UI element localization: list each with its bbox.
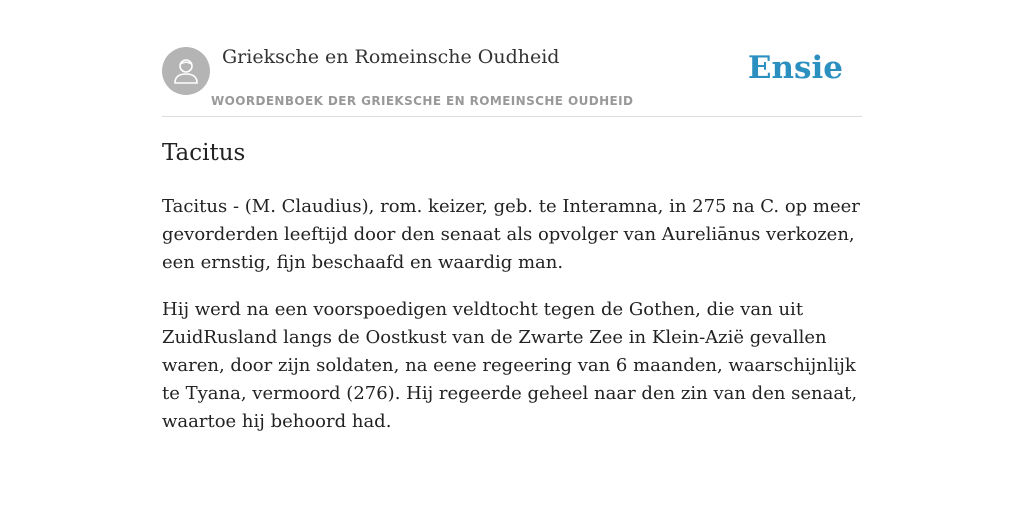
source-avatar[interactable] [162, 47, 210, 95]
source-header [162, 0, 862, 117]
entry-paragraph-2: Hij werd na een voorspoedigen veldtocht tegen de Gothen, die van uit ZuidRusland langs de Oostkust van de Zwarte Zee in Klein-Azië gevallen waren, door zijn soldaten, na eene regeering van 6 maanden, waarschijnlijk te Tyana, vermoord (276). Hij regeerde geheel naar den zin van den senaat, waartoe hij behoord had. [162, 299, 858, 432]
entry-paragraph-1: Tacitus - (M. Claudius), rom. keizer, geb. te Interamna, in 275 na C. op meer gevorderden leeftijd door den senaat als opvolger van Aureliānus verkozen, een ernstig, fijn beschaafd en waardig man. [162, 196, 860, 273]
source-subtitle: WOORDENBOEK DER GRIEKSCHE EN ROMEINSCHE OUDHEID [211, 94, 634, 108]
entry-title: Tacitus [162, 140, 246, 166]
user-icon [171, 56, 201, 86]
entry-body [162, 193, 862, 455]
source-title[interactable]: Grieksche en Romeinsche Oudheid [222, 46, 560, 68]
page-container [162, 0, 862, 432]
ensie-logo[interactable]: Ensie [747, 50, 843, 86]
